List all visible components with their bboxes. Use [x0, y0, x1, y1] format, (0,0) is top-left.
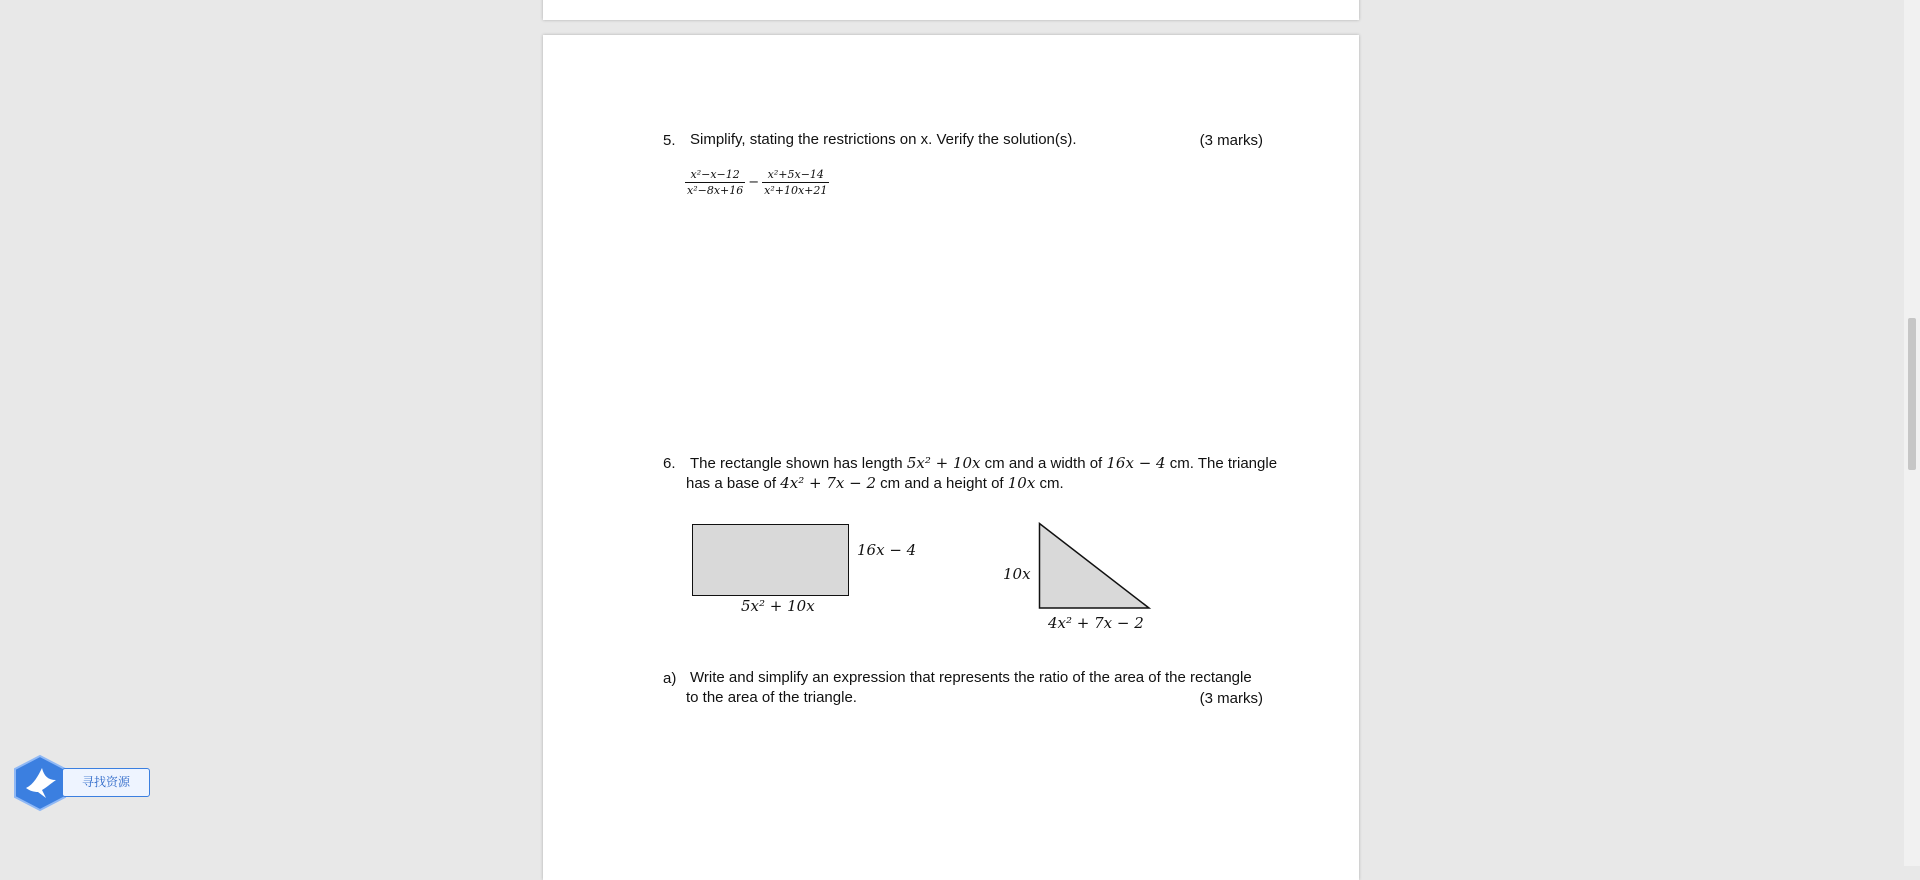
q5-expression: [685, 168, 829, 197]
triangle-height-label: 10x: [1003, 565, 1031, 583]
q6-line2-text-a: has a base of: [686, 475, 781, 492]
q6-line2-text-c: cm.: [1035, 475, 1064, 492]
q6-tri-base-expr: 4x² + 7x − 2: [780, 474, 877, 492]
vertical-scrollbar[interactable]: [1904, 0, 1920, 866]
rectangle-width-label: 16x − 4: [857, 541, 917, 559]
triangle-base-label: 4x² + 7x − 2: [1048, 614, 1144, 632]
q6-rect-length-expr: 5x² + 10x: [906, 454, 981, 472]
q5-marks: (3 marks): [1199, 132, 1263, 149]
qa-marks: (3 marks): [1199, 690, 1263, 707]
q6-rect-width-expr: 16x − 4: [1106, 454, 1166, 472]
q5-fraction-2: [762, 168, 829, 197]
triangle-figure: [1038, 522, 1152, 610]
q6-line-1: [690, 453, 1277, 474]
q5-number: 5.: [663, 132, 676, 149]
q6-line1-text-a: The rectangle shown has length: [690, 455, 907, 472]
rectangle-length-label: 5x² + 10x: [741, 597, 815, 615]
q6-line1-text-b: cm and a width of: [980, 455, 1107, 472]
qa-line-1: Write and simplify an expression that represents the ratio of the area of the rectangle: [690, 669, 1252, 686]
q6-line-2: [686, 473, 1064, 494]
q5-fraction-1: [685, 168, 745, 197]
q6-line2-text-b: cm and a height of: [876, 475, 1008, 492]
qa-label: a): [663, 670, 677, 687]
find-resources-button[interactable]: 寻找资源: [62, 768, 150, 797]
q5-fraction-1-denominator: x²−8x+16: [687, 184, 744, 197]
q6-tri-height-expr: 10x: [1007, 474, 1036, 492]
triangle-shape: [1040, 524, 1150, 609]
previous-page: [543, 0, 1359, 20]
qa-line-2: to the area of the triangle.: [686, 689, 857, 706]
q5-text: Simplify, stating the restrictions on x. Verify the solution(s).: [690, 131, 1077, 148]
q5-minus-sign: −: [748, 175, 760, 190]
scrollbar-thumb[interactable]: [1908, 318, 1916, 470]
q5-fraction-2-numerator: x²+5x−14: [762, 168, 829, 183]
q6-number: 6.: [663, 455, 676, 472]
document-page: [543, 35, 1359, 880]
q5-fraction-2-denominator: x²+10x+21: [764, 184, 828, 197]
rectangle-figure: [692, 524, 849, 596]
q6-line1-text-c: cm. The triangle: [1165, 455, 1278, 472]
bird-logo-icon[interactable]: [12, 754, 68, 812]
q5-fraction-1-numerator: x²−x−12: [685, 168, 745, 183]
